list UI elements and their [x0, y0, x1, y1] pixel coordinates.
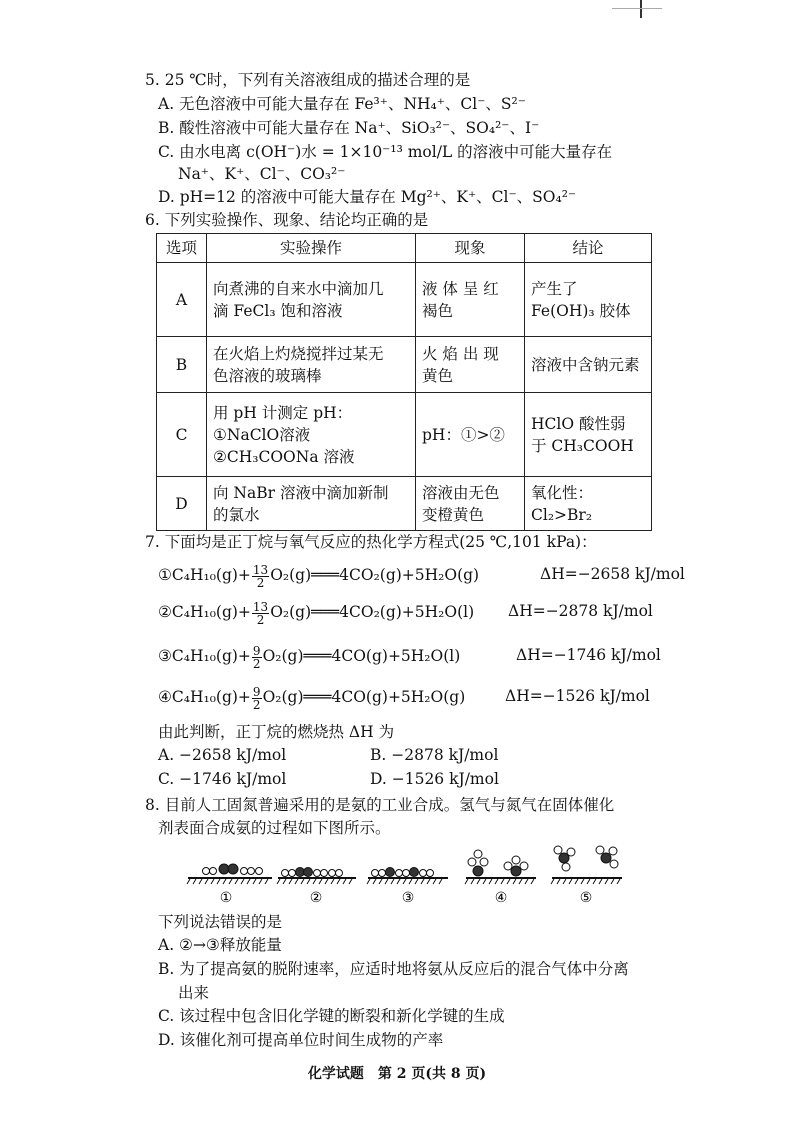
op-line: 的氯水 — [213, 505, 260, 524]
q7-dh-2: ΔH=−2878 kJ/mol — [508, 602, 653, 620]
catalyst-process-diagram — [186, 842, 626, 908]
q7-option-a: A. −2658 kJ/mol — [158, 746, 287, 764]
ph-line: 黄色 — [422, 366, 454, 385]
row-conclusion — [525, 393, 652, 477]
page-edge-line — [612, 8, 662, 9]
diagram-label: ④ — [494, 890, 508, 906]
page-footer: 化学试题 第 2 页(共 8 页) — [307, 1066, 487, 1082]
q7-equation-4 — [158, 682, 465, 712]
fraction-numerator: 13 — [252, 562, 269, 577]
q8-option-a: A. ②→③释放能量 — [158, 936, 282, 954]
row-conclusion — [525, 263, 652, 337]
co-line: 产生了 — [531, 279, 578, 298]
ph-line: 变橙黄色 — [422, 505, 485, 524]
co-line: 氧化性： — [531, 483, 594, 502]
fraction-numerator: 13 — [252, 599, 269, 614]
op-line: 向煮沸的自来水中滴加几 — [213, 279, 384, 298]
q5-option-a: A. 无色溶液中可能大量存在 Fe³⁺、NH₄⁺、Cl⁻、S²⁻ — [158, 95, 526, 113]
op-line: 滴 FeCl₃ 饱和溶液 — [213, 301, 343, 320]
q8-option-c: C. 该过程中包含旧化学键的断裂和新化学键的生成 — [158, 1007, 505, 1025]
eq-right: O₂(g)═══4CO(g)+5H₂O(l) — [262, 647, 461, 665]
eq-fraction — [252, 564, 269, 589]
row-conclusion — [525, 337, 652, 393]
op-line: 在火焰上灼烧搅拌过某无 — [213, 344, 384, 363]
eq-right: O₂(g)═══4CO(g)+5H₂O(g) — [262, 688, 466, 706]
fraction-denominator: 2 — [256, 612, 265, 627]
row-operation — [207, 263, 416, 337]
q6-stem: 6. 下列实验操作、现象、结论均正确的是 — [145, 211, 429, 229]
eq-left: ③C₄H₁₀(g)+ — [158, 647, 251, 665]
q5-option-b: B. 酸性溶液中可能大量存在 Na⁺、SiO₃²⁻、SO₄²⁻、I⁻ — [158, 119, 540, 137]
op-line: ①NaClO溶液 — [213, 425, 311, 444]
step-5-figure — [551, 846, 622, 884]
fraction-numerator: 9 — [252, 684, 261, 699]
q8-stem-line2: 剂表面合成氨的过程如下图所示。 — [158, 819, 391, 837]
q7-ask: 由此判断，正丁烷的燃烧热 ΔH 为 — [158, 723, 395, 741]
q5-stem: 5. 25 ℃时，下列有关溶液组成的描述合理的是 — [145, 71, 471, 89]
step-1-figure — [187, 864, 272, 884]
diagram-label: ② — [309, 890, 323, 906]
q7-equation-3 — [158, 641, 460, 671]
q5-option-c-line2: Na⁺、K⁺、Cl⁻、CO₃²⁻ — [178, 165, 346, 183]
ph-line: pH：①>② — [422, 425, 505, 444]
q8-option-d: D. 该催化剂可提高单位时间生成物的产率 — [158, 1031, 444, 1049]
fraction-numerator: 9 — [252, 643, 261, 658]
step-3-figure — [367, 868, 448, 885]
q6-table — [156, 233, 652, 531]
q7-stem: 7. 下面均是正丁烷与氧气反应的热化学方程式(25 ℃,101 kPa)： — [145, 533, 597, 551]
co-line: Fe(OH)₃ 胶体 — [531, 301, 631, 320]
eq-left: ②C₄H₁₀(g)+ — [158, 603, 251, 621]
row-option: D — [157, 477, 207, 531]
co-line: 于 CH₃COOH — [531, 436, 634, 455]
q7-equation-1 — [158, 560, 479, 590]
q7-dh-3: ΔH=−1746 kJ/mol — [516, 646, 661, 664]
q8-ask: 下列说法错误的是 — [158, 913, 283, 931]
fraction-denominator: 2 — [252, 697, 261, 712]
step-4-figure — [465, 850, 536, 884]
eq-right: O₂(g)═══4CO₂(g)+5H₂O(l) — [270, 603, 475, 621]
row-option: C — [157, 393, 207, 477]
row-phenomenon — [416, 263, 525, 337]
q7-equation-2 — [158, 597, 474, 627]
row-operation — [207, 477, 416, 531]
row-option: A — [157, 263, 207, 337]
table-row — [157, 337, 652, 393]
header-operation: 实验操作 — [207, 234, 416, 263]
eq-right: O₂(g)═══4CO₂(g)+5H₂O(g) — [270, 566, 480, 584]
q8-option-b-line2: 出来 — [178, 984, 210, 1002]
eq-left: ④C₄H₁₀(g)+ — [158, 688, 251, 706]
row-phenomenon — [416, 337, 525, 393]
diagram-label: ⑤ — [579, 890, 593, 906]
q7-option-c: C. −1746 kJ/mol — [158, 770, 287, 788]
co-line: 溶液中含钠元素 — [531, 355, 640, 374]
table-header-row — [157, 234, 652, 263]
table-row — [157, 477, 652, 531]
table-row — [157, 263, 652, 337]
eq-left: ①C₄H₁₀(g)+ — [158, 566, 251, 584]
table-row — [157, 393, 652, 477]
q7-dh-1: ΔH=−2658 kJ/mol — [540, 565, 685, 583]
row-conclusion — [525, 477, 652, 531]
q7-option-d: D. −1526 kJ/mol — [370, 770, 499, 788]
q5-option-c-line1: C. 由水电离 c(OH⁻)水 = 1×10⁻¹³ mol/L 的溶液中可能大量存在 — [158, 143, 613, 161]
q5-option-d: D. pH=12 的溶液中可能大量存在 Mg²⁺、K⁺、Cl⁻、SO₄²⁻ — [158, 188, 577, 206]
q8-stem-line1: 8. 目前人工固氮普遍采用的是氨的工业合成。氢气与氮气在固体催化 — [145, 796, 615, 814]
header-option: 选项 — [157, 234, 207, 263]
q7-dh-4: ΔH=−1526 kJ/mol — [505, 687, 650, 705]
q7-option-b: B. −2878 kJ/mol — [370, 746, 499, 764]
page-edge-mark — [640, 0, 642, 18]
header-conclusion: 结论 — [525, 234, 652, 263]
eq-fraction — [252, 601, 269, 626]
row-phenomenon — [416, 393, 525, 477]
ph-line: 液 体 呈 红 — [422, 279, 499, 298]
header-phenomenon: 现象 — [416, 234, 525, 263]
co-line: Cl₂>Br₂ — [531, 505, 593, 524]
fraction-denominator: 2 — [252, 656, 261, 671]
row-operation — [207, 337, 416, 393]
q8-option-b-line1: B. 为了提高氨的脱附速率，应适时地将氨从反应后的混合气体中分离 — [158, 960, 629, 978]
op-line: 用 pH 计测定 pH： — [213, 403, 353, 422]
op-line: 向 NaBr 溶液中滴加新制 — [213, 483, 389, 502]
eq-fraction — [252, 686, 262, 711]
row-operation — [207, 393, 416, 477]
op-line: 色溶液的玻璃棒 — [213, 366, 322, 385]
ph-line: 火 焰 出 现 — [422, 344, 499, 363]
op-line: ②CH₃COONa 溶液 — [213, 447, 355, 466]
step-2-figure — [277, 868, 356, 885]
ph-line: 褐色 — [422, 301, 454, 320]
diagram-label: ③ — [401, 890, 415, 906]
diagram-label: ① — [219, 890, 233, 906]
eq-fraction — [252, 645, 262, 670]
ph-line: 溶液由无色 — [422, 483, 500, 502]
row-phenomenon — [416, 477, 525, 531]
row-option: B — [157, 337, 207, 393]
fraction-denominator: 2 — [256, 575, 265, 590]
co-line: HClO 酸性弱 — [531, 414, 626, 433]
